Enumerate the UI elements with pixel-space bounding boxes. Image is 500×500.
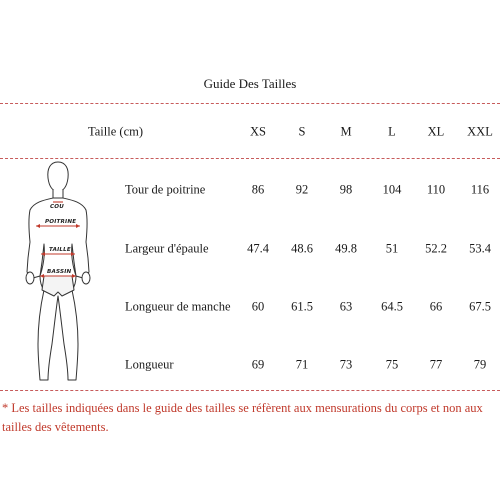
table-cell: 110	[426, 182, 446, 197]
table-cell: 79	[473, 357, 487, 372]
table-cell: 51	[385, 241, 399, 256]
table-cell: 104	[382, 182, 402, 197]
table-cell: 53.4	[469, 241, 491, 256]
table-cell: 98	[339, 182, 353, 197]
size-header-l: L	[388, 124, 396, 139]
table-bottom-divider	[0, 390, 500, 391]
table-cell: 52.2	[425, 241, 447, 256]
size-header-s: S	[298, 124, 306, 139]
figure-label-poitrine: POITRINE	[45, 219, 77, 225]
size-header-xxl: XXL	[467, 124, 493, 139]
table-cell: 47.4	[247, 241, 269, 256]
table-cell: 60	[251, 299, 265, 314]
table-cell: 63	[339, 299, 353, 314]
table-top-divider	[0, 103, 500, 104]
size-guide-footnote: * Les tailles indiquées dans le guide des tailles se réfèrent aux mensurations du corps et non aux tailles des vêtements.	[2, 401, 483, 434]
table-cell: 48.6	[291, 241, 313, 256]
table-cell: 66	[429, 299, 443, 314]
size-header-xs: XS	[250, 124, 266, 139]
figure-label-bassin: BASSIN	[47, 269, 72, 275]
row-label-length: Longueur	[125, 357, 174, 372]
table-cell: 71	[295, 357, 309, 372]
table-cell: 49.8	[335, 241, 357, 256]
table-cell: 75	[385, 357, 399, 372]
table-cell: 86	[251, 182, 265, 197]
table-cell: 77	[429, 357, 443, 372]
size-header-m: M	[340, 124, 352, 139]
page-title: Guide Des Tailles	[203, 76, 297, 91]
size-header-label: Taille (cm)	[88, 124, 143, 139]
row-label-chest: Tour de poitrine	[125, 182, 206, 197]
size-header-xl: XL	[427, 124, 445, 139]
table-cell: 92	[295, 182, 309, 197]
row-label-shoulder: Largeur d'épaule	[125, 241, 209, 256]
row-label-sleeve: Longueur de manche	[125, 299, 231, 314]
table-cell: 69	[251, 357, 265, 372]
table-cell: 61.5	[291, 299, 313, 314]
table-cell: 64.5	[381, 299, 403, 314]
table-cell: 116	[470, 182, 490, 197]
table-cell: 67.5	[469, 299, 491, 314]
figure-label-taille: TAILLE	[49, 247, 71, 253]
table-cell: 73	[339, 357, 353, 372]
body-measurement-figure	[0, 158, 120, 390]
figure-label-cou: COU	[50, 204, 65, 210]
